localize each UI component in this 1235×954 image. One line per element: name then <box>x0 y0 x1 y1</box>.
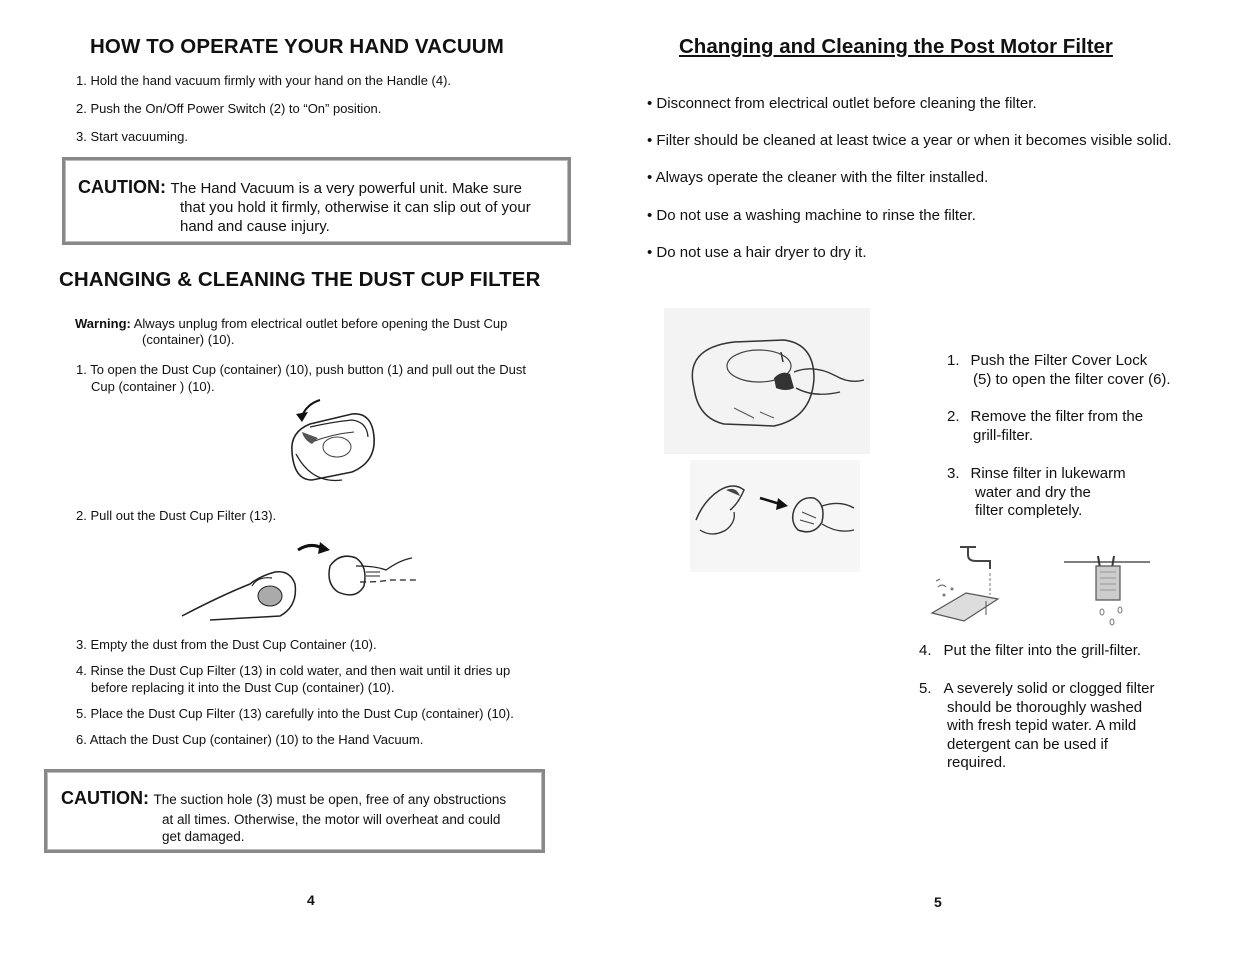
caution2-line-2: at all times. Otherwise, the motor will overheat and could <box>162 812 501 827</box>
motor-step-3-num: 3. <box>947 465 960 482</box>
dust-step-3: 3. Empty the dust from the Dust Cup Container (10). <box>76 637 377 652</box>
motor-step-5-line-1: A severely solid or clogged filter <box>943 680 1155 697</box>
caution2-line-1 <box>61 788 506 809</box>
warning-text: Always unplug from electrical outlet before opening the Dust Cup <box>133 316 508 331</box>
motor-step-3-line-2: water and dry the <box>975 483 1091 501</box>
motor-step-5-num: 5. <box>919 680 932 697</box>
motor-step-2-line-1: Remove the filter from the <box>970 408 1144 425</box>
bullet-disconnect: • Disconnect from electrical outlet before cleaning the filter. <box>647 95 1037 112</box>
dust-step-1-line-1: 1. To open the Dust Cup (container) (10), push button (1) and pull out the Dust <box>76 362 526 377</box>
remove-filter-illustration <box>690 460 860 572</box>
motor-step-2 <box>947 408 1143 445</box>
caution2-label: CAUTION: <box>61 788 149 808</box>
right-page-title: Changing and Cleaning the Post Motor Filter <box>679 35 1113 58</box>
motor-step-1-line-2: (5) to open the filter cover (6). <box>973 370 1171 388</box>
caution2-line-3: get damaged. <box>162 829 245 844</box>
operate-step-2: 2. Push the On/Off Power Switch (2) to “On” position. <box>76 101 382 116</box>
dust-step-1-line-2: Cup (container ) (10). <box>91 379 215 394</box>
dust-cup-open-illustration <box>282 392 382 492</box>
caution-line-1 <box>78 177 522 198</box>
caution-text: The Hand Vacuum is a very powerful unit. Make sure <box>170 180 523 197</box>
bullet-no-hair-dryer: • Do not use a hair dryer to dry it. <box>647 244 867 261</box>
motor-step-1-line-1: Push the Filter Cover Lock <box>970 352 1148 369</box>
dust-cup-section-title: CHANGING & CLEANING THE DUST CUP FILTER <box>59 268 541 291</box>
motor-step-1-num: 1. <box>947 352 960 369</box>
page-number-left: 4 <box>307 892 315 908</box>
caution-label: CAUTION: <box>78 177 166 197</box>
motor-step-5-line-4: detergent can be used if <box>947 735 1108 753</box>
rinse-filter-tap-illustration <box>930 543 1006 625</box>
dust-step-2: 2. Pull out the Dust Cup Filter (13). <box>76 508 277 523</box>
dust-step-5: 5. Place the Dust Cup Filter (13) carefully into the Dust Cup (container) (10). <box>76 706 514 721</box>
caution-box-operate <box>62 157 571 245</box>
bullet-no-washing-machine: • Do not use a washing machine to rinse the filter. <box>647 207 976 224</box>
motor-step-4 <box>919 642 1141 661</box>
motor-step-3 <box>947 465 1126 521</box>
warning-line-2: (container) (10). <box>142 332 235 347</box>
caution-box-suction <box>44 769 545 853</box>
dust-step-6: 6. Attach the Dust Cup (container) (10) to the Hand Vacuum. <box>76 732 424 747</box>
warning-label: Warning: <box>75 316 131 331</box>
pull-filter-illustration <box>180 536 420 622</box>
dust-step-4-line-1: 4. Rinse the Dust Cup Filter (13) in cold water, and then wait until it dries up <box>76 663 511 678</box>
motor-step-5 <box>919 680 1154 773</box>
bullet-operate-with-filter: • Always operate the cleaner with the filter installed. <box>647 169 989 186</box>
operate-step-1: 1. Hold the hand vacuum firmly with your hand on the Handle (4). <box>76 73 452 88</box>
motor-step-2-line-2: grill-filter. <box>973 426 1034 444</box>
bullet-clean-twice: • Filter should be cleaned at least twice a year or when it becomes visible solid. <box>647 132 1172 149</box>
open-filter-cover-illustration <box>664 308 870 454</box>
caution2-text: The suction hole (3) must be open, free of any obstructions <box>153 792 507 807</box>
left-page-title: HOW TO OPERATE YOUR HAND VACUUM <box>90 35 504 58</box>
operate-step-3: 3. Start vacuuming. <box>76 129 188 144</box>
dry-filter-hanging-illustration <box>1062 552 1152 632</box>
motor-step-2-num: 2. <box>947 408 960 425</box>
motor-step-5-line-5: required. <box>947 754 1007 771</box>
page-number-right: 5 <box>934 894 942 910</box>
motor-step-5-line-3: with fresh tepid water. A mild <box>947 717 1137 734</box>
dust-step-4-line-2: before replacing it into the Dust Cup (container) (10). <box>91 680 395 695</box>
motor-step-3-line-1: Rinse filter in lukewarm <box>970 465 1126 482</box>
motor-step-4-line-1: Put the filter into the grill-filter. <box>943 642 1142 659</box>
caution-line-3: hand and cause injury. <box>180 218 330 235</box>
motor-step-4-num: 4. <box>919 642 932 659</box>
warning-line-1 <box>75 315 507 332</box>
caution-line-2: that you hold it firmly, otherwise it can slip out of your <box>180 199 531 216</box>
motor-step-5-line-2: should be thoroughly washed <box>947 698 1143 716</box>
motor-step-3-line-3: filter completely. <box>975 502 1083 519</box>
motor-step-1 <box>947 352 1171 389</box>
